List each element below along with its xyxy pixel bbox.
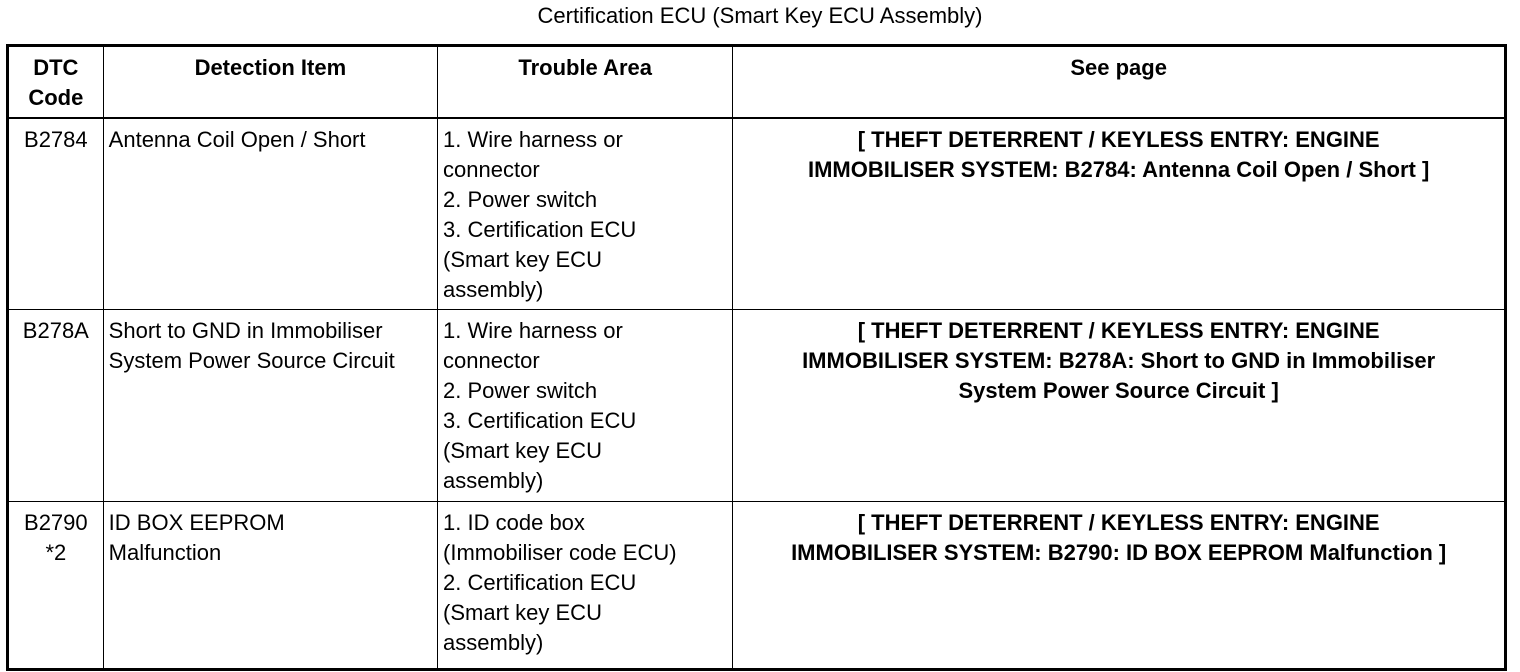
see-page-line: IMMOBILISER SYSTEM: B2790: ID BOX EEPROM Malfunction ] — [791, 540, 1447, 565]
header-see-page: See page — [733, 46, 1506, 119]
dtc-table — [6, 44, 1507, 671]
table-row — [8, 502, 1506, 670]
see-page-link[interactable] — [733, 502, 1506, 670]
trouble-area-line: 1. Wire harness or — [443, 318, 623, 343]
see-page-line: [ THEFT DETERRENT / KEYLESS ENTRY: ENGINE — [857, 127, 1380, 152]
trouble-area-line: (Smart key ECU — [443, 438, 602, 463]
trouble-area-line: assembly) — [443, 468, 544, 493]
trouble-area-line: (Immobiliser code ECU) — [443, 540, 677, 565]
detection-item-line: System Power Source Circuit — [108, 348, 395, 373]
detection-item-line: Short to GND in Immobiliser — [108, 318, 383, 343]
dtc-code: B2790 — [24, 510, 88, 535]
header-detection-item: Detection Item — [103, 46, 437, 119]
trouble-area-line: connector — [443, 157, 540, 182]
trouble-area-line: assembly) — [443, 630, 544, 655]
see-page-line: [ THEFT DETERRENT / KEYLESS ENTRY: ENGINE — [857, 318, 1380, 343]
dtc-code: B2784 — [24, 127, 88, 152]
header-dtc-code — [8, 46, 104, 119]
trouble-area-line: (Smart key ECU — [443, 600, 602, 625]
detection-item-line: ID BOX EEPROM — [108, 510, 285, 535]
trouble-area-line: 3. Certification ECU — [443, 408, 637, 433]
see-page-line: IMMOBILISER SYSTEM: B278A: Short to GND in Immobiliser — [802, 348, 1436, 373]
detection-item-line: Malfunction — [108, 540, 222, 565]
dtc-code: B278A — [22, 318, 89, 343]
see-page-line: [ THEFT DETERRENT / KEYLESS ENTRY: ENGINE — [857, 510, 1380, 535]
table-row — [8, 310, 1506, 502]
trouble-area-line: connector — [443, 348, 540, 373]
trouble-area-line: 2. Power switch — [443, 378, 598, 403]
trouble-area-cell — [438, 502, 733, 670]
trouble-area-line: 2. Certification ECU — [443, 570, 637, 595]
header-trouble-area: Trouble Area — [438, 46, 733, 119]
see-page-link[interactable] — [733, 118, 1506, 310]
trouble-area-line: 1. ID code box — [443, 510, 585, 535]
detection-item-cell — [103, 310, 437, 502]
detection-item-cell — [103, 502, 437, 670]
trouble-area-line: assembly) — [443, 277, 544, 302]
see-page-line: IMMOBILISER SYSTEM: B2784: Antenna Coil Open / Short ] — [807, 157, 1430, 182]
trouble-area-line: (Smart key ECU — [443, 247, 602, 272]
header-dtc-code-line1: DTC — [33, 55, 79, 80]
header-dtc-code-line2: Code — [28, 85, 84, 110]
detection-item-line: Antenna Coil Open / Short — [108, 127, 366, 152]
trouble-area-line: 3. Certification ECU — [443, 217, 637, 242]
table-header-row — [8, 46, 1506, 119]
trouble-area-cell — [438, 118, 733, 310]
table-caption: Certification ECU (Smart Key ECU Assembly) — [537, 3, 983, 28]
see-page-link[interactable] — [733, 310, 1506, 502]
table-row — [8, 118, 1506, 310]
dtc-code-cell — [8, 118, 104, 310]
dtc-code-cell — [8, 310, 104, 502]
detection-item-cell — [103, 118, 437, 310]
trouble-area-cell — [438, 310, 733, 502]
see-page-line: System Power Source Circuit ] — [958, 378, 1279, 403]
trouble-area-line: 2. Power switch — [443, 187, 598, 212]
trouble-area-line: 1. Wire harness or — [443, 127, 623, 152]
dtc-code-cell — [8, 502, 104, 670]
dtc-code-note: *2 — [45, 540, 67, 565]
